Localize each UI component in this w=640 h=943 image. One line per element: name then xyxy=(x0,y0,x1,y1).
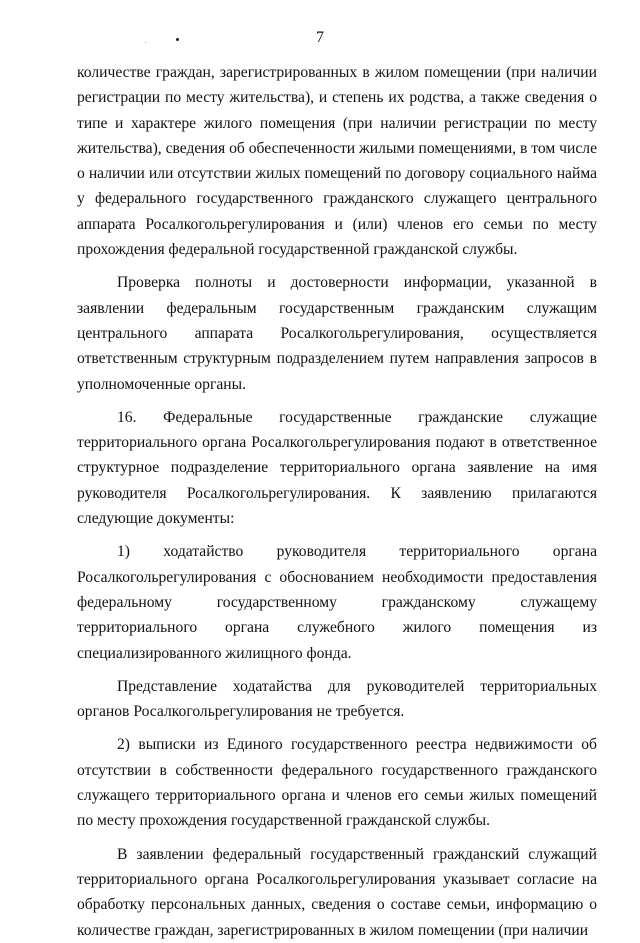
paragraph-item-1: 1) ходатайство руководителя территориального органа Росалкогольрегулирования с обоснованием необходимости предоставления федеральному государственному гражданскому служащему территориального органа служебного жилого помещения из специализированного жилищного фонда. xyxy=(77,543,597,662)
paragraph-continuation: количестве граждан, зарегистрированных в жилом помещении (при наличии регистрации по месту жительства), и степень их родства, а также сведения о типе и характере жилого помещения (при наличии регистрации по месту жительства), сведения об обеспеченности жилыми помещениями, в том числе о наличии или отсутствии жилых помещений по договору социального найма у федерального государственного гражданского служащего центрального аппарата Росалкогольрегулирования и (или) членов его семьи по месту прохождения федеральной государственной гражданской службы. xyxy=(77,64,597,259)
paragraph-clause-16: 16. Федеральные государственные гражданские служащие территориального органа Росалкогольрегулирования подают в ответственное структурное подразделение территориального органа заявление на имя руководителя Росалкогольрегулирования. К заявлению прилагаются следующие документы: xyxy=(77,408,597,528)
paragraph-gap xyxy=(77,262,597,270)
paragraph-consent: В заявлении федеральный государственный гражданский служащий территориального органа Росалкогольрегулирования указывает согласие на обработку персональных данных, сведения о составе семьи, информацию о количестве граждан, зарегистрированных в жилом помещении (при наличии xyxy=(77,845,597,939)
paragraph-gap xyxy=(77,666,597,674)
page-number: 7 xyxy=(316,29,324,46)
paragraph-gap xyxy=(77,724,597,732)
paragraph-verification: Проверка полноты и достоверности информации, указанной в заявлении федеральным государственным гражданским служащим центрального аппарата Росалкогольрегулирования, осуществляется ответственным структурным подразделением путем направления запросов в уполномоченные органы. xyxy=(77,274,597,393)
paragraph-gap xyxy=(77,834,597,842)
document-body xyxy=(77,60,597,943)
paragraph-gap xyxy=(77,397,597,405)
paragraph-petition-note: Представление ходатайства для руководителей территориальных органов Росалкогольрегулирования не требуется. xyxy=(77,677,597,721)
paragraph-gap xyxy=(77,531,597,539)
paragraph-item-2: 2) выписки из Единого государственного реестра недвижимости об отсутствии в собственности федерального государственного гражданского служащего территориального органа и членов его семьи жилых помещений по месту прохождения государственной гражданской службы. xyxy=(77,736,597,830)
